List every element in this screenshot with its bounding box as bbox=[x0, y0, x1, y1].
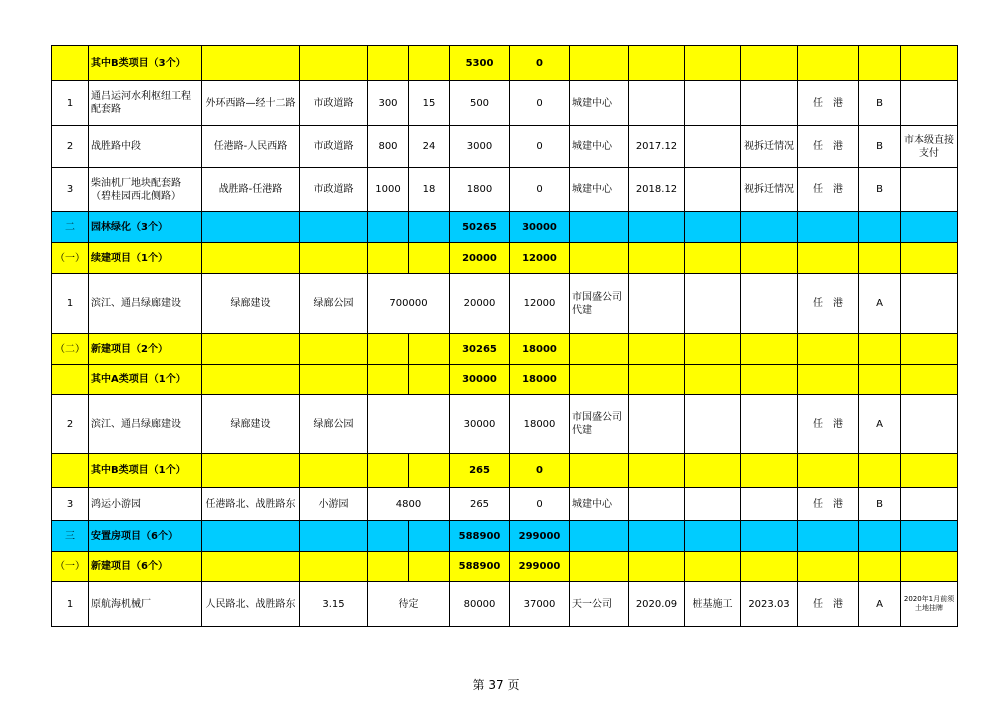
progress-cell bbox=[685, 46, 741, 81]
type-cell bbox=[300, 365, 368, 395]
progress-cell bbox=[685, 454, 741, 488]
total-investment-cell: 588900 bbox=[450, 552, 510, 582]
end-date-cell bbox=[741, 243, 798, 274]
end-date-cell: 2023.03 bbox=[741, 582, 798, 627]
length-cell bbox=[368, 365, 409, 395]
project-name-cell: 园林绿化（3个） bbox=[89, 212, 202, 243]
note-cell bbox=[901, 46, 958, 81]
location-cell: 任港路北、战胜路东 bbox=[202, 488, 300, 521]
index-cell: 1 bbox=[52, 81, 89, 126]
width-cell bbox=[409, 552, 450, 582]
note-cell bbox=[901, 521, 958, 552]
length-cell bbox=[368, 395, 450, 454]
section-header-row bbox=[52, 46, 958, 81]
end-date-cell bbox=[741, 365, 798, 395]
progress-cell bbox=[685, 395, 741, 454]
total-investment-cell: 30265 bbox=[450, 334, 510, 365]
project-name-cell: 滨江、通吕绿廊建设 bbox=[89, 395, 202, 454]
type-cell: 绿廊公园 bbox=[300, 274, 368, 334]
section-header-row bbox=[52, 243, 958, 274]
project-name-cell: 新建项目（2个） bbox=[89, 334, 202, 365]
index-cell: 1 bbox=[52, 274, 89, 334]
index-cell: （一） bbox=[52, 552, 89, 582]
total-investment-cell: 588900 bbox=[450, 521, 510, 552]
progress-cell bbox=[685, 243, 741, 274]
index-cell bbox=[52, 454, 89, 488]
district-cell bbox=[798, 552, 859, 582]
start-date-cell bbox=[629, 365, 685, 395]
type-cell bbox=[300, 454, 368, 488]
project-name-cell: 其中B类项目（3个） bbox=[89, 46, 202, 81]
type-cell: 绿廊公园 bbox=[300, 395, 368, 454]
start-date-cell bbox=[629, 454, 685, 488]
length-cell: 待定 bbox=[368, 582, 450, 627]
project-name-cell: 通吕运河水利枢纽工程配套路 bbox=[89, 81, 202, 126]
total-investment-cell: 5300 bbox=[450, 46, 510, 81]
index-cell: （一） bbox=[52, 243, 89, 274]
progress-cell bbox=[685, 168, 741, 212]
end-date-cell bbox=[741, 81, 798, 126]
progress-cell bbox=[685, 212, 741, 243]
type-cell bbox=[300, 552, 368, 582]
width-cell bbox=[409, 334, 450, 365]
project-name-cell: 战胜路中段 bbox=[89, 126, 202, 168]
annual-plan-cell: 18000 bbox=[510, 395, 570, 454]
length-cell bbox=[368, 46, 409, 81]
end-date-cell: 视拆迁情况 bbox=[741, 126, 798, 168]
table-row bbox=[52, 395, 958, 454]
length-cell bbox=[368, 521, 409, 552]
district-cell: 任 港 bbox=[798, 274, 859, 334]
start-date-cell bbox=[629, 521, 685, 552]
end-date-cell bbox=[741, 274, 798, 334]
total-investment-cell: 30000 bbox=[450, 395, 510, 454]
annual-plan-cell: 0 bbox=[510, 81, 570, 126]
annual-plan-cell: 0 bbox=[510, 488, 570, 521]
index-cell: 二 bbox=[52, 212, 89, 243]
location-cell bbox=[202, 334, 300, 365]
table-row bbox=[52, 582, 958, 627]
length-cell: 1000 bbox=[368, 168, 409, 212]
length-cell bbox=[368, 334, 409, 365]
owner-cell: 天一公司 bbox=[570, 582, 629, 627]
owner-cell bbox=[570, 212, 629, 243]
length-cell bbox=[368, 454, 409, 488]
type-cell: 市政道路 bbox=[300, 126, 368, 168]
start-date-cell bbox=[629, 274, 685, 334]
annual-plan-cell: 37000 bbox=[510, 582, 570, 627]
category-cell bbox=[859, 521, 901, 552]
owner-cell: 城建中心 bbox=[570, 81, 629, 126]
end-date-cell bbox=[741, 521, 798, 552]
location-cell bbox=[202, 212, 300, 243]
location-cell bbox=[202, 552, 300, 582]
width-cell bbox=[409, 365, 450, 395]
owner-cell bbox=[570, 46, 629, 81]
district-cell bbox=[798, 521, 859, 552]
progress-cell bbox=[685, 365, 741, 395]
end-date-cell bbox=[741, 488, 798, 521]
project-name-cell: 鸿运小游园 bbox=[89, 488, 202, 521]
section-header-row bbox=[52, 521, 958, 552]
length-cell: 800 bbox=[368, 126, 409, 168]
end-date-cell bbox=[741, 46, 798, 81]
index-cell: 2 bbox=[52, 126, 89, 168]
category-cell: A bbox=[859, 274, 901, 334]
length-cell bbox=[368, 552, 409, 582]
width-cell: 24 bbox=[409, 126, 450, 168]
annual-plan-cell: 30000 bbox=[510, 212, 570, 243]
project-table bbox=[51, 45, 958, 627]
width-cell: 15 bbox=[409, 81, 450, 126]
category-cell bbox=[859, 454, 901, 488]
category-cell bbox=[859, 243, 901, 274]
project-name-cell: 其中A类项目（1个） bbox=[89, 365, 202, 395]
start-date-cell bbox=[629, 81, 685, 126]
width-cell bbox=[409, 243, 450, 274]
district-cell: 任 港 bbox=[798, 81, 859, 126]
district-cell: 任 港 bbox=[798, 168, 859, 212]
type-cell bbox=[300, 243, 368, 274]
section-header-row bbox=[52, 365, 958, 395]
district-cell: 任 港 bbox=[798, 582, 859, 627]
width-cell: 18 bbox=[409, 168, 450, 212]
progress-cell bbox=[685, 521, 741, 552]
start-date-cell: 2017.12 bbox=[629, 126, 685, 168]
location-cell bbox=[202, 243, 300, 274]
start-date-cell: 2018.12 bbox=[629, 168, 685, 212]
total-investment-cell: 80000 bbox=[450, 582, 510, 627]
note-cell bbox=[901, 365, 958, 395]
start-date-cell bbox=[629, 243, 685, 274]
annual-plan-cell: 18000 bbox=[510, 334, 570, 365]
owner-cell: 市国盛公司代建 bbox=[570, 395, 629, 454]
project-name-cell: 续建项目（1个） bbox=[89, 243, 202, 274]
type-cell bbox=[300, 46, 368, 81]
owner-cell bbox=[570, 521, 629, 552]
total-investment-cell: 265 bbox=[450, 488, 510, 521]
category-cell bbox=[859, 552, 901, 582]
length-cell bbox=[368, 243, 409, 274]
note-cell bbox=[901, 81, 958, 126]
note-cell: 市本级直接支付 bbox=[901, 126, 958, 168]
table-row bbox=[52, 274, 958, 334]
total-investment-cell: 30000 bbox=[450, 365, 510, 395]
category-cell: B bbox=[859, 81, 901, 126]
owner-cell bbox=[570, 552, 629, 582]
total-investment-cell: 500 bbox=[450, 81, 510, 126]
district-cell bbox=[798, 365, 859, 395]
note-cell bbox=[901, 212, 958, 243]
table-row bbox=[52, 488, 958, 521]
index-cell: 三 bbox=[52, 521, 89, 552]
progress-cell bbox=[685, 126, 741, 168]
length-cell bbox=[368, 212, 409, 243]
category-cell bbox=[859, 365, 901, 395]
district-cell bbox=[798, 212, 859, 243]
start-date-cell: 2020.09 bbox=[629, 582, 685, 627]
location-cell: 绿廊建设 bbox=[202, 274, 300, 334]
progress-cell bbox=[685, 334, 741, 365]
note-cell bbox=[901, 488, 958, 521]
index-cell: 3 bbox=[52, 488, 89, 521]
location-cell bbox=[202, 46, 300, 81]
table-row bbox=[52, 81, 958, 126]
project-name-cell: 其中B类项目（1个） bbox=[89, 454, 202, 488]
annual-plan-cell: 18000 bbox=[510, 365, 570, 395]
category-cell: B bbox=[859, 126, 901, 168]
district-cell: 任 港 bbox=[798, 126, 859, 168]
district-cell bbox=[798, 243, 859, 274]
location-cell: 任港路-人民西路 bbox=[202, 126, 300, 168]
type-cell: 市政道路 bbox=[300, 81, 368, 126]
annual-plan-cell: 12000 bbox=[510, 243, 570, 274]
category-cell: B bbox=[859, 168, 901, 212]
location-cell: 绿廊建设 bbox=[202, 395, 300, 454]
owner-cell bbox=[570, 243, 629, 274]
project-name-cell: 新建项目（6个） bbox=[89, 552, 202, 582]
type-cell bbox=[300, 334, 368, 365]
location-cell: 人民路北、战胜路东 bbox=[202, 582, 300, 627]
section-header-row bbox=[52, 552, 958, 582]
note-cell bbox=[901, 395, 958, 454]
index-cell: 1 bbox=[52, 582, 89, 627]
length-cell: 300 bbox=[368, 81, 409, 126]
section-header-row bbox=[52, 454, 958, 488]
progress-cell bbox=[685, 274, 741, 334]
total-investment-cell: 20000 bbox=[450, 274, 510, 334]
location-cell bbox=[202, 521, 300, 552]
index-cell: 3 bbox=[52, 168, 89, 212]
category-cell: A bbox=[859, 395, 901, 454]
type-cell bbox=[300, 212, 368, 243]
annual-plan-cell: 0 bbox=[510, 454, 570, 488]
end-date-cell bbox=[741, 552, 798, 582]
annual-plan-cell: 12000 bbox=[510, 274, 570, 334]
start-date-cell bbox=[629, 552, 685, 582]
note-cell bbox=[901, 454, 958, 488]
district-cell bbox=[798, 454, 859, 488]
progress-cell: 桩基施工 bbox=[685, 582, 741, 627]
index-cell: （二） bbox=[52, 334, 89, 365]
progress-cell bbox=[685, 488, 741, 521]
category-cell bbox=[859, 212, 901, 243]
section-header-row bbox=[52, 212, 958, 243]
end-date-cell bbox=[741, 454, 798, 488]
width-cell bbox=[409, 46, 450, 81]
start-date-cell bbox=[629, 395, 685, 454]
length-cell: 700000 bbox=[368, 274, 450, 334]
owner-cell bbox=[570, 365, 629, 395]
owner-cell: 城建中心 bbox=[570, 168, 629, 212]
project-name-cell: 安置房项目（6个） bbox=[89, 521, 202, 552]
location-cell: 外环西路—经十二路 bbox=[202, 81, 300, 126]
category-cell: A bbox=[859, 582, 901, 627]
owner-cell bbox=[570, 334, 629, 365]
end-date-cell bbox=[741, 334, 798, 365]
annual-plan-cell: 299000 bbox=[510, 552, 570, 582]
total-investment-cell: 20000 bbox=[450, 243, 510, 274]
district-cell: 任 港 bbox=[798, 488, 859, 521]
category-cell: B bbox=[859, 488, 901, 521]
index-cell: 2 bbox=[52, 395, 89, 454]
note-cell bbox=[901, 168, 958, 212]
table-row bbox=[52, 168, 958, 212]
project-name-cell: 柴油机厂地块配套路（碧桂园西北侧路） bbox=[89, 168, 202, 212]
end-date-cell bbox=[741, 212, 798, 243]
index-cell bbox=[52, 365, 89, 395]
start-date-cell bbox=[629, 212, 685, 243]
page-number: 第 37 页 bbox=[472, 678, 520, 692]
owner-cell: 城建中心 bbox=[570, 126, 629, 168]
annual-plan-cell: 0 bbox=[510, 168, 570, 212]
end-date-cell: 视拆迁情况 bbox=[741, 168, 798, 212]
owner-cell: 城建中心 bbox=[570, 488, 629, 521]
note-cell bbox=[901, 334, 958, 365]
end-date-cell bbox=[741, 395, 798, 454]
note-cell: 2020年1月前须土地挂牌 bbox=[901, 582, 958, 627]
progress-cell bbox=[685, 552, 741, 582]
total-investment-cell: 265 bbox=[450, 454, 510, 488]
type-cell bbox=[300, 521, 368, 552]
progress-cell bbox=[685, 81, 741, 126]
total-investment-cell: 1800 bbox=[450, 168, 510, 212]
category-cell bbox=[859, 46, 901, 81]
owner-cell: 市国盛公司代建 bbox=[570, 274, 629, 334]
location-cell bbox=[202, 454, 300, 488]
total-investment-cell: 50265 bbox=[450, 212, 510, 243]
start-date-cell bbox=[629, 334, 685, 365]
category-cell bbox=[859, 334, 901, 365]
annual-plan-cell: 299000 bbox=[510, 521, 570, 552]
district-cell bbox=[798, 334, 859, 365]
project-name-cell: 原航海机械厂 bbox=[89, 582, 202, 627]
type-cell: 小游园 bbox=[300, 488, 368, 521]
width-cell bbox=[409, 454, 450, 488]
district-cell bbox=[798, 46, 859, 81]
length-cell: 4800 bbox=[368, 488, 450, 521]
type-cell: 市政道路 bbox=[300, 168, 368, 212]
annual-plan-cell: 0 bbox=[510, 126, 570, 168]
index-cell bbox=[52, 46, 89, 81]
district-cell: 任 港 bbox=[798, 395, 859, 454]
project-name-cell: 滨江、通吕绿廊建设 bbox=[89, 274, 202, 334]
width-cell bbox=[409, 521, 450, 552]
note-cell bbox=[901, 274, 958, 334]
start-date-cell bbox=[629, 488, 685, 521]
owner-cell bbox=[570, 454, 629, 488]
width-cell bbox=[409, 212, 450, 243]
location-cell: 战胜路-任港路 bbox=[202, 168, 300, 212]
total-investment-cell: 3000 bbox=[450, 126, 510, 168]
section-header-row bbox=[52, 334, 958, 365]
annual-plan-cell: 0 bbox=[510, 46, 570, 81]
type-cell: 3.15 bbox=[300, 582, 368, 627]
location-cell bbox=[202, 365, 300, 395]
table-row bbox=[52, 126, 958, 168]
note-cell bbox=[901, 552, 958, 582]
start-date-cell bbox=[629, 46, 685, 81]
note-cell bbox=[901, 243, 958, 274]
